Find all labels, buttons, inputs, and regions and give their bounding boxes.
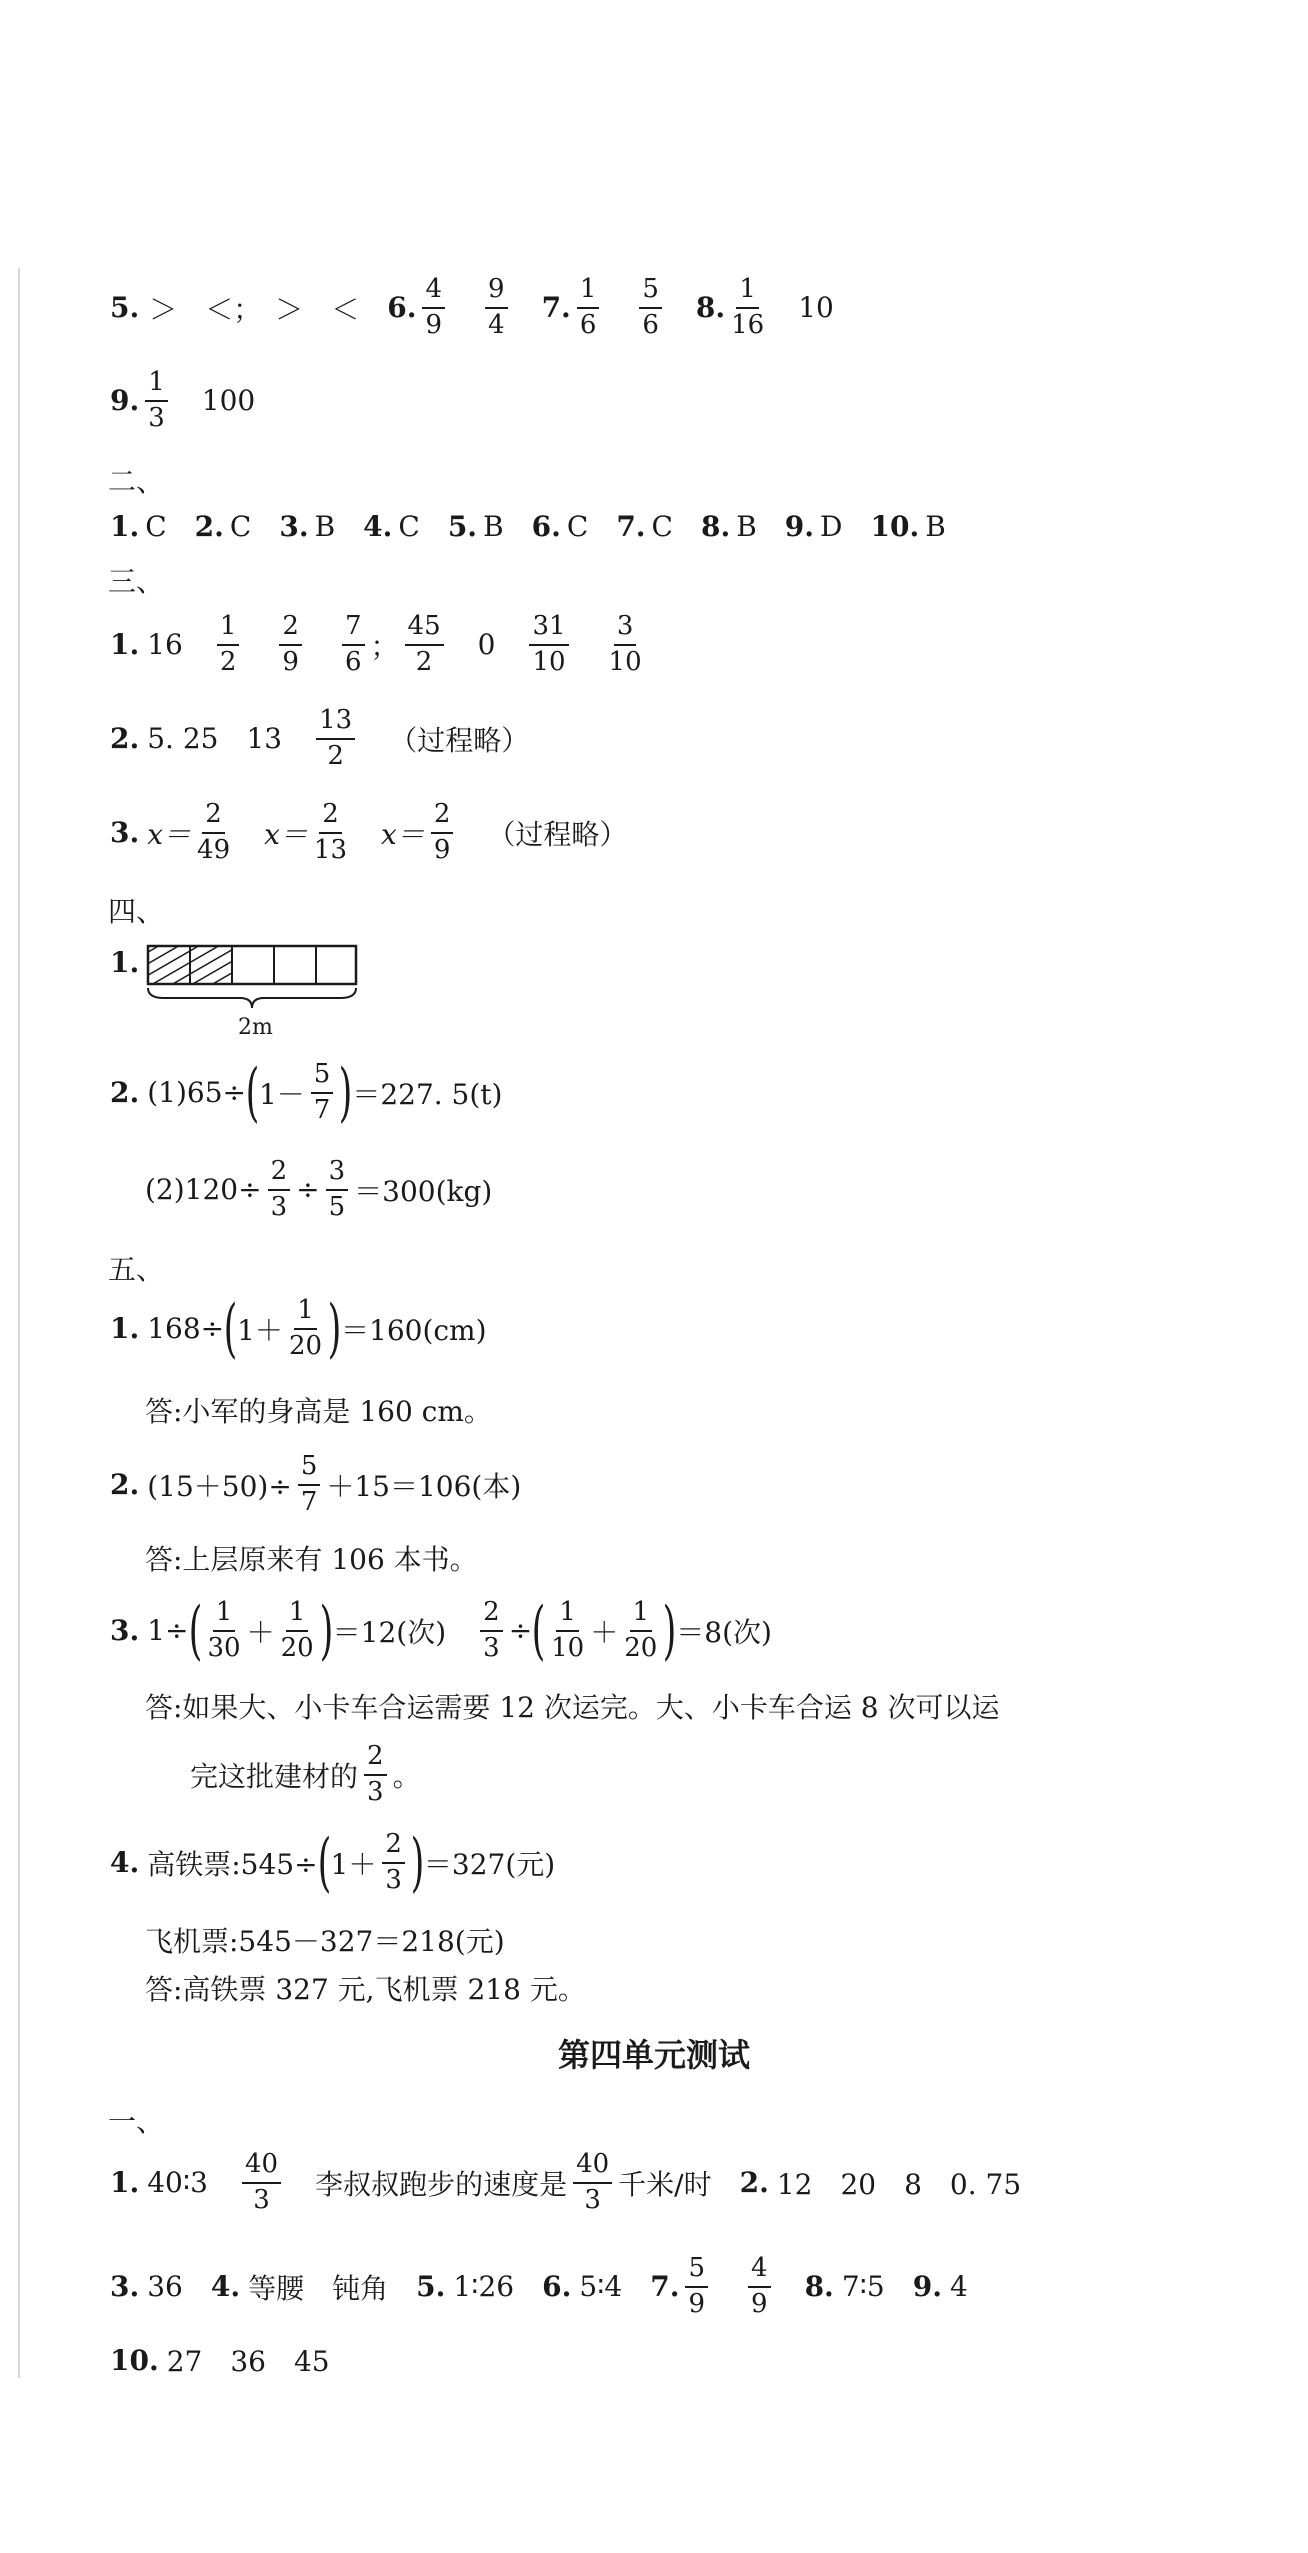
section-3-heading: 三、 xyxy=(108,565,165,598)
q7-fraction-2: 5 6 xyxy=(639,275,662,341)
bar-diagram xyxy=(144,942,414,1042)
word-problem-4: 4. 高铁票:545÷ ( 1＋ 2 3 ) ＝327(元) xyxy=(110,1825,556,1900)
q7-number: 7. xyxy=(541,291,571,325)
calc-line-3: 3. x＝ 2 49 x＝ 2 13 x＝ 2 9 （过程略） xyxy=(110,799,628,865)
q6-number: 6. xyxy=(387,291,417,325)
unit-answer-line-1: 1. 40∶3 40 3 李叔叔跑步的速度是 40 3 千米/时 2. 12 20 8 0. 75 xyxy=(110,2149,1022,2215)
q9-number: 9. xyxy=(110,384,140,418)
word-problem-2: 2. (15＋50)÷ $\frac{5}{7}$ ＋15＝106(本) xyxy=(110,1451,522,1517)
answer-text-3-cont: 完这批建材的 2 3 。 xyxy=(190,1741,421,1807)
calc-line-4: 2. (1)65÷ ( 1－ 5 7 ) ＝227. 5(t) xyxy=(110,1055,503,1130)
unit-test-title: 第四单元测试 xyxy=(557,2036,750,2074)
q7-fraction-1: 1 6 xyxy=(577,275,600,341)
q6-fraction-1: 4 9 xyxy=(422,275,445,341)
q8-fraction: 1 16 xyxy=(731,274,765,340)
calc-line-1: 1. 16 1 2 2 9 7 6 ； 45 2 0 31 10 3 10 xyxy=(110,611,642,677)
answer-line-2 xyxy=(110,368,255,434)
section-2-heading: 二、 xyxy=(108,465,165,498)
unit-answer-line-3: 10. 27 36 45 xyxy=(110,2343,330,2378)
section-4-heading: 四、 xyxy=(108,895,165,928)
answer-text-3: 答:如果大、小卡车合运需要 12 次运完。大、小卡车合运 8 次可以运 xyxy=(145,1691,1000,1724)
brace xyxy=(148,988,356,1008)
q8-number: 8. xyxy=(695,291,726,325)
q9-value: 100 xyxy=(201,384,256,418)
bar-diagram-line: 1. 2m xyxy=(110,942,430,1042)
q6-fraction-2: 9 4 xyxy=(485,275,508,341)
bar-label: 2m xyxy=(238,1015,273,1040)
calc-line-5: (2)120÷ $\frac{2}{3}$ ÷ $\frac{3}{5}$ ＝300(kg) xyxy=(145,1156,493,1222)
answer-text-2: 答:上层原来有 106 本书。 xyxy=(145,1543,478,1576)
unit-answer-line-2: 3. 36 4. 等腰 钝角 5. 1∶26 6. 5∶4 7. 5 9 4 9 8. 7∶5 9. 4 xyxy=(110,2253,968,2319)
section-5-heading: 五、 xyxy=(108,1253,165,1286)
section-1b-heading: 一、 xyxy=(108,2105,165,2138)
answer-text-4: 答:高铁票 327 元,飞机票 218 元。 xyxy=(145,1973,586,2006)
q9-fraction: 1 3 xyxy=(145,368,168,434)
q5-answer: ＞ ＜； ＞ ＜ xyxy=(149,292,360,326)
q8-value: 10 xyxy=(798,291,834,325)
answer-text-1: 答:小军的身高是 160 cm。 xyxy=(145,1395,492,1428)
q5-number: 5. xyxy=(110,291,140,325)
word-problem-1: 1. 168÷ ( 1＋ 1 20 ) ＝160(cm) xyxy=(110,1291,487,1366)
choice-answers-row: 1. C 2. C 3. B 4. C 5. B 6. C 7. C 8. B 9. D 10. B xyxy=(110,510,946,543)
calc-line-2: 2. 5. 25 13 13 2 （过程略） xyxy=(110,705,530,771)
calc-text-4b: 飞机票:545－327＝218(元) xyxy=(145,1925,505,1958)
word-problem-3: 3. 1÷ ( 1 30 ＋ 1 20 ) ＝12(次) $\frac{2}{3}$ ÷ ( 1 10 ＋ 1 20 ) ＝8(次) xyxy=(110,1593,772,1668)
answer-line-1 xyxy=(110,275,834,341)
